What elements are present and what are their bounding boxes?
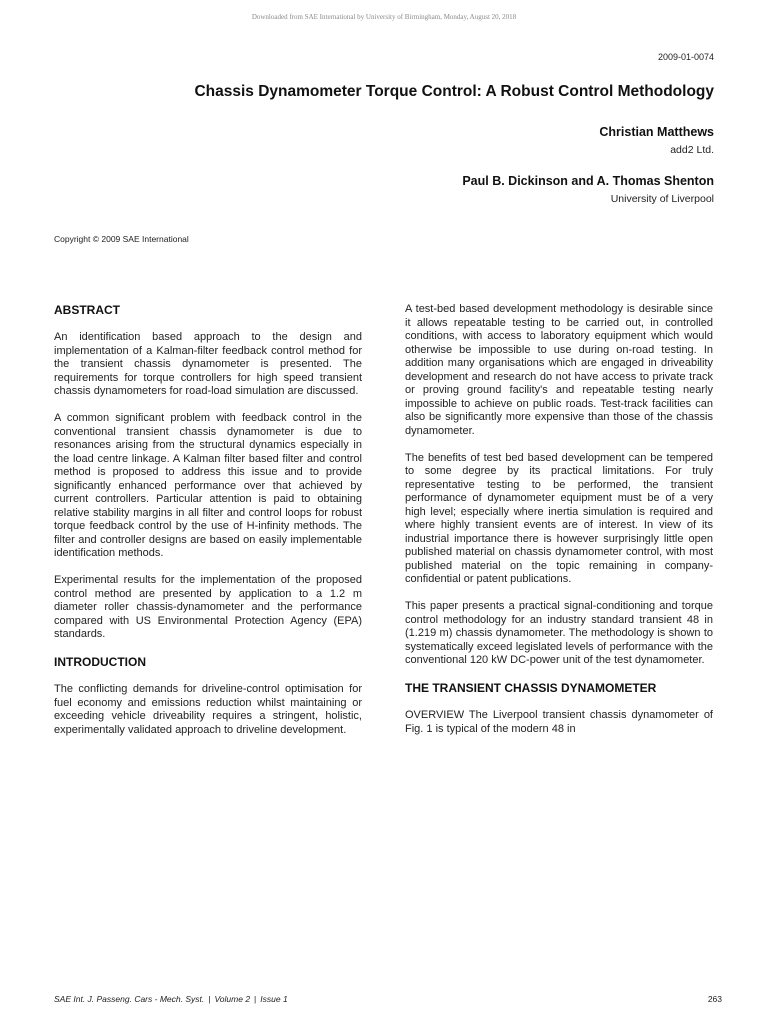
footer-separator: | (254, 994, 257, 1004)
body-paragraph: The benefits of test bed based development can be tempered to some degree by its practical limitations. For truly representative testing to be performed, the transient performance of dynamometer equipment must be of a very high level; especially where inertia simulation is required and where highly transient events are of interest. In view of its industrial importance there is however surprisingly little open published material on chassis dynamometer control, with most published material on the topic remaining in company-confidential or patent publications. (405, 451, 713, 585)
right-column (405, 303, 713, 750)
body-paragraph: A test-bed based development methodology is desirable since it allows repeatable testing to be carried out, in controlled conditions, with access to laboratory equipment which would otherwise be impossible to use during on-road testing. In addition many organisations which are engaged in driveability development and research do not have access to private track or proving ground facility's and repeatable testing nearly impossible to achieve on public roads. Test-track facilities can also be significantly more expensive than those of the chassis dynamometer. (405, 303, 713, 437)
footer-separator: | (208, 994, 211, 1004)
abstract-paragraph: A common significant problem with feedback control in the conventional transient chassis dynamometer is due to resonances arising from the structural dynamics especially in the load centre linkage. A Kalman filter based filter and control method is proposed to address this issue and to provide significantly enhanced performance over that achieved by current controllers. Particular attention is paid to obtaining relative stability margins in all filter and control loops for robust torque feedback control by the use of H-infinity methods. The filter and controller designs are based on easily implementable identification methods. (54, 412, 362, 559)
abstract-paragraph: Experimental results for the implementation of the proposed control method are presented by application to a 1.2 m diameter roller chassis-dynamometer and the performance compared with US Environmental Protection Agency (EPA) standards. (54, 574, 362, 640)
journal-footer (54, 994, 288, 1004)
author-name: Christian Matthews (599, 125, 714, 139)
author-name: Paul B. Dickinson and A. Thomas Shenton (462, 174, 714, 188)
paper-title: Chassis Dynamometer Torque Control: A Robust Control Methodology (194, 83, 714, 100)
author-affiliation: add2 Ltd. (670, 144, 714, 156)
paper-id: 2009-01-0074 (657, 52, 714, 62)
download-notice: Downloaded from SAE International by University of Birmingham, Monday, August 20, 2018 (251, 13, 517, 21)
copyright-notice: Copyright © 2009 SAE International (54, 234, 189, 244)
page-number: 263 (707, 994, 722, 1004)
abstract-paragraph: An identification based approach to the design and implementation of a Kalman-filter feedback control method for the transient chassis dynamometer is presented. The requirements for torque controllers for high speed transient chassis dynamometers for road-load simulation are discussed. (54, 331, 362, 397)
author-affiliation: University of Liverpool (610, 193, 714, 205)
overview-paragraph: OVERVIEW The Liverpool transient chassis dynamometer of Fig. 1 is typical of the modern 48 in (405, 709, 713, 735)
journal-issue: Issue 1 (260, 994, 288, 1004)
left-column (54, 303, 362, 751)
introduction-heading: INTRODUCTION (54, 655, 146, 669)
journal-volume: Volume 2 (214, 994, 251, 1004)
journal-name: SAE Int. J. Passeng. Cars - Mech. Syst. (54, 994, 205, 1004)
abstract-heading: ABSTRACT (54, 303, 120, 317)
introduction-paragraph: The conflicting demands for driveline-control optimisation for fuel economy and emissions reduction whilst maintaining or exceeding vehicle driveability requires a stringent, holistic, experimentally validated approach to driveline development. (54, 683, 362, 736)
section-heading: THE TRANSIENT CHASSIS DYNAMOMETER (405, 681, 657, 695)
body-paragraph: This paper presents a practical signal-conditioning and torque control methodology for an industry standard transient 48 in (1.219 m) chassis dynamometer. The methodology is shown to systematically exceed legislated levels of performance with the conventional 120 kW DC-power unit of the test dynamometer. (405, 600, 713, 666)
